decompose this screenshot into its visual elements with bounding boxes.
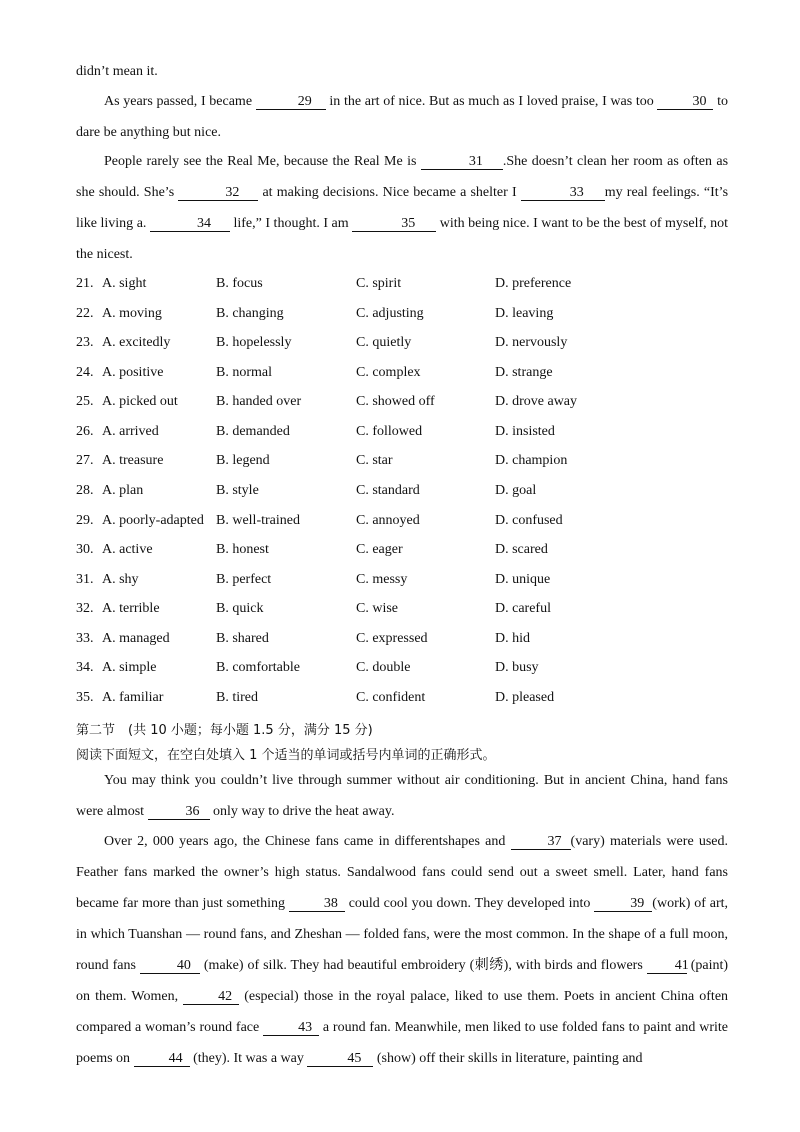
option-c[interactable]: C. confident [356,690,426,705]
text: (paint) on them. Women, [76,958,729,1004]
blank-39[interactable]: 39 [594,897,652,912]
text: People rarely see the Real Me, because the Real Me is [104,154,417,169]
option-b[interactable]: B. changing [216,306,284,321]
blank-33[interactable]: 33 [521,186,605,201]
option-d[interactable]: D. preference [495,276,572,291]
question-number: 23. [76,335,94,350]
text: (they). It was a way [193,1051,304,1066]
option-a[interactable]: A. shy [102,572,139,587]
option-b[interactable]: B. perfect [216,572,272,587]
question-number: 21. [76,276,94,291]
question-number: 25. [76,394,94,409]
passage-line [76,56,728,87]
text: (vary) materials were used. Feather fans marked the owner’s high status. Sandalwood fans could send out a sweet smell. Later, hand fans became far more than just something [76,834,729,911]
option-c[interactable]: C. adjusting [356,306,424,321]
question-number: 27. [76,453,94,468]
option-b[interactable]: B. style [216,483,259,498]
question-number: 32. [76,601,94,616]
text: could cool you down. They developed into [348,896,591,911]
option-row-21 [76,276,728,296]
option-d[interactable]: D. unique [495,572,551,587]
option-a[interactable]: A. terrible [102,601,160,616]
option-a[interactable]: A. treasure [102,453,164,468]
blank-45[interactable]: 45 [307,1052,373,1067]
text: As years passed, I became [104,94,253,109]
option-b[interactable]: B. comfortable [216,660,300,675]
text: life,” I thought. I am [233,216,349,231]
option-row-25 [76,394,728,414]
blank-34[interactable]: 34 [150,217,230,232]
option-a[interactable]: A. sight [102,276,147,291]
option-a[interactable]: A. familiar [102,690,164,705]
option-c[interactable]: C. eager [356,542,403,557]
option-a[interactable]: A. active [102,542,153,557]
option-d[interactable]: D. champion [495,453,568,468]
option-row-23 [76,335,728,355]
text: You may think you couldn’t live through summer without air conditioning. But in ancient China, hand fans were almost [76,773,728,819]
option-b[interactable]: B. normal [216,365,272,380]
option-row-29 [76,513,728,533]
option-a[interactable]: A. plan [102,483,144,498]
option-d[interactable]: D. strange [495,365,553,380]
option-d[interactable]: D. leaving [495,306,554,321]
text: only way to drive the heat away. [213,804,395,819]
option-b[interactable]: B. focus [216,276,263,291]
option-b[interactable]: B. well-trained [216,513,300,528]
question-number: 22. [76,306,94,321]
text: Over 2, 000 years ago, the Chinese fans came in differentshapes and [104,834,506,849]
blank-41[interactable]: 41 [647,959,687,974]
text: to dare be anything but nice. [76,94,729,140]
option-row-33 [76,631,728,651]
option-b[interactable]: B. shared [216,631,269,646]
option-a[interactable]: A. simple [102,660,157,675]
question-number: 24. [76,365,94,380]
option-d[interactable]: D. drove away [495,394,578,409]
option-row-32 [76,601,728,621]
option-c[interactable]: C. messy [356,572,408,587]
blank-40[interactable]: 40 [140,959,200,974]
blank-43[interactable]: 43 [263,1021,319,1036]
question-number: 28. [76,483,94,498]
option-row-28 [76,483,728,503]
option-a[interactable]: A. arrived [102,424,159,439]
option-b[interactable]: B. honest [216,542,269,557]
text: at making decisions. Nice became a shelter I [262,185,517,200]
option-c[interactable]: C. quietly [356,335,412,350]
option-a[interactable]: A. moving [102,306,162,321]
question-number: 35. [76,690,94,705]
blank-32[interactable]: 32 [178,186,258,201]
question-number: 30. [76,542,94,557]
option-d[interactable]: D. confused [495,513,563,528]
option-d[interactable]: D. hid [495,631,530,646]
blank-36[interactable]: 36 [148,805,210,820]
option-d[interactable]: D. pleased [495,690,555,705]
text: my real feelings. “It’s like living a. [76,185,729,231]
paragraph [76,86,728,148]
text: (show) off their skills in literature, painting and [376,1051,643,1066]
option-b[interactable]: B. handed over [216,394,302,409]
text: (work) of art, in which Tuanshan — round fans, and Zheshan — folded fans, were the most common. In the shape of a full moon, round fans [76,896,729,973]
text: .She doesn’t clean her room as often as she should. She’s [76,154,729,200]
option-a[interactable]: A. managed [102,631,170,646]
option-c[interactable]: C. complex [356,365,421,380]
blank-42[interactable]: 42 [183,990,239,1005]
option-row-30 [76,542,728,562]
question-number: 29. [76,513,94,528]
question-number: 31. [76,572,94,587]
text: in the art of nice. But as much as I loved praise, I was too [329,94,654,109]
section-instruction: 阅读下面短文，在空白处填入 1 个适当的单词或括号内单词的正确形式。 [76,748,496,763]
paragraph [76,826,728,1074]
blank-30[interactable]: 30 [657,95,713,110]
paragraph [76,765,728,827]
question-number: 26. [76,424,94,439]
blank-38[interactable]: 38 [289,897,345,912]
option-row-27 [76,453,728,473]
option-d[interactable]: D. careful [495,601,551,616]
option-d[interactable]: D. nervously [495,335,568,350]
option-c[interactable]: C. showed off [356,394,435,409]
option-c[interactable]: C. followed [356,424,423,439]
text: a round fan. Meanwhile, men liked to use folded fans to paint and write poems on [76,1020,728,1066]
text: (make) of silk. They had beautiful embroidery (刺绣), with birds and flowers [203,958,643,973]
paragraph [76,146,728,270]
option-b[interactable]: B. demanded [216,424,290,439]
blank-29[interactable]: 29 [256,95,326,110]
option-c[interactable]: C. annoyed [356,513,420,528]
option-row-31 [76,572,728,592]
blank-44[interactable]: 44 [134,1052,190,1067]
option-row-22 [76,306,728,326]
option-c[interactable]: C. double [356,660,411,675]
option-b[interactable]: B. tired [216,690,258,705]
section-header: 第二节 (共 10 小题；每小题 1.5 分，满分 15 分) [76,723,373,738]
option-d[interactable]: D. busy [495,660,539,675]
blank-35[interactable]: 35 [352,217,436,232]
option-b[interactable]: B. quick [216,601,264,616]
option-d[interactable]: D. insisted [495,424,555,439]
text: (especial) those in the royal palace, liked to use them. Poets in ancient China often compared a woman’s round face [76,989,729,1035]
option-row-26 [76,424,728,444]
option-c[interactable]: C. spirit [356,276,402,291]
question-number: 33. [76,631,94,646]
option-a[interactable]: A. picked out [102,394,178,409]
text: didn’t mean it. [76,64,158,79]
option-a[interactable]: A. excitedly [102,335,171,350]
option-c[interactable]: C. expressed [356,631,428,646]
option-a[interactable]: A. poorly-adapted [102,513,204,528]
option-d[interactable]: D. scared [495,542,548,557]
option-b[interactable]: B. hopelessly [216,335,292,350]
option-c[interactable]: C. wise [356,601,398,616]
blank-37[interactable]: 37 [511,835,571,850]
option-row-34 [76,660,728,680]
option-b[interactable]: B. legend [216,453,270,468]
option-a[interactable]: A. positive [102,365,164,380]
option-c[interactable]: C. star [356,453,393,468]
option-d[interactable]: D. goal [495,483,537,498]
option-row-24 [76,365,728,385]
blank-31[interactable]: 31 [421,155,503,170]
question-number: 34. [76,660,94,675]
option-row-35 [76,690,728,710]
option-c[interactable]: C. standard [356,483,420,498]
text: with being nice. I want to be the best of myself, not the nicest. [76,216,729,262]
